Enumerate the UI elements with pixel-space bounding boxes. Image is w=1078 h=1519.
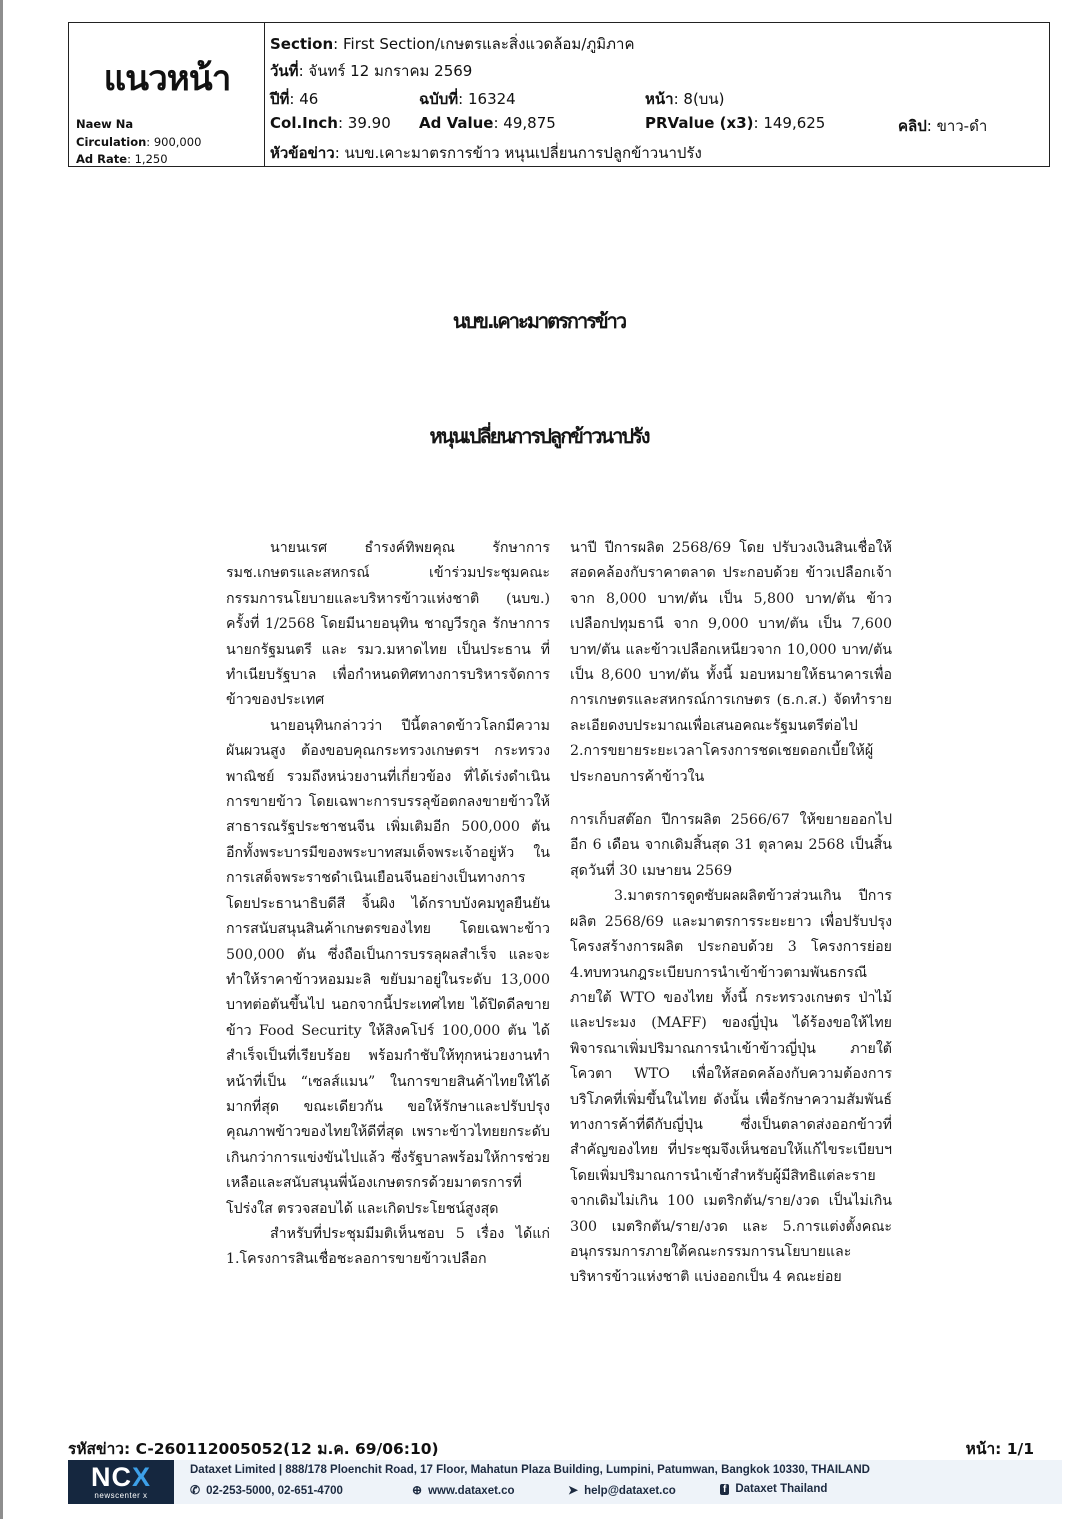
article-paragraph: 3.มาตรการดูดซับผลผลิตข้าวส่วนเกิน ปีการผลิต 2568/69 และมาตรการระยะยาว เพื่อปรับปรุงโครงสร้างการผลิต ประกอบด้วย 3 โครงการย่อย 4.ทบทวนกฎระเบียบการนำเข้าข้าวตามพันธกรณีภายใต้ WTO ของไทย ทั้งนี้ กระทรวงเกษตร ป่าไม้ และประมง (MAFF) ของญี่ปุ่น ได้ร้องขอให้ไทยพิจารณาเพิ่มปริมาณการนำเข้าข้าวญี่ปุ่น ภายใต้โควตา WTO เพื่อให้สอดคล้องกับความต้องการบริโภคที่เพิ่มขึ้นในไทย ดังนั้น เพื่อรักษาความสัมพันธ์ทางการค้าที่ดีกับญี่ปุ่น ซึ่งเป็นตลาดส่งออกข้าวที่สำคัญของไทย ที่ประชุมจึงเห็นชอบให้แก้ไขระเบียบฯ โดยเพิ่มปริมาณการนำเข้าสำหรับผู้มีสิทธิแต่ละราย จากเดิมไม่เกิน 100 เมตริกตัน/ราย/งวด เป็นไม่เกิน 300 เมตริกตัน/ราย/งวด และ 5.การแต่งตั้งคณะอนุกรรมการภายใต้คณะกรรมการนโยบายและบริหารข้าวแห่งชาติ แบ่งออกเป็น 4 คณะย่อย [570, 888, 892, 1286]
ncx-logo-text: NCX [90, 1462, 151, 1492]
phone-text: 02-253-5000, 02-651-4700 [206, 1485, 343, 1497]
clip-label: คลิป [898, 117, 927, 135]
page-left-border [0, 0, 3, 1519]
ncx-logo-subtitle: newscenter x [94, 1491, 148, 1500]
clipping-header [68, 22, 1050, 167]
website-item[interactable] [412, 1483, 515, 1497]
news-id: รหัสข่าว: C-260112005052(12 ม.ค. 69/06:10) [68, 1440, 439, 1458]
page-number: หน้า: 1/1 [965, 1440, 1034, 1458]
page-value: : 8(บน) [673, 90, 725, 108]
publication-panel [69, 23, 265, 166]
colinch-value: : 39.90 [337, 114, 391, 132]
year-label: ปีที่ [270, 90, 290, 108]
circulation-value: : 900,000 [146, 134, 202, 149]
article-paragraph: การเก็บสต๊อก ปีการผลิต 2566/67 ให้ขยายออกไปอีก 6 เดือน จากเดิมสิ้นสุด 31 ตุลาคม 2568 เป็นสิ้นสุดวันที่ 30 เมษายน 2569 [570, 812, 892, 879]
date-label: วันที่ [270, 62, 299, 80]
date-row [270, 59, 472, 83]
facebook-item[interactable] [720, 1483, 827, 1495]
clip-value: : ขาว-ดำ [926, 117, 988, 135]
separator: | [278, 1464, 286, 1476]
issue-cell [419, 87, 516, 111]
column-gap [570, 790, 892, 808]
company-name: Dataxet Limited [190, 1464, 276, 1476]
publication-name: Naew Na [76, 117, 134, 131]
ad-rate-value: : 1,250 [127, 152, 168, 166]
headline-label: หัวข้อข่าว [270, 144, 335, 162]
article-headline-line2: หนุนเปลี่ยนการปลูกข้าวนาปรัง [429, 424, 649, 448]
company-address: 888/178 Ploenchit Road, 17 Floor, Mahatun Plaza Building, Lumpini, Patumwan, Bangkok 10330, THAILAND [285, 1464, 870, 1476]
headline-value: : นบข.เคาะมาตรการข้าว หนุนเปลี่ยนการปลูกข้าวนาปรัง [334, 144, 702, 162]
page-label: หน้า [645, 90, 674, 108]
advalue-cell [419, 114, 556, 132]
send-icon: ➤ [568, 1483, 579, 1497]
ncx-logo [68, 1460, 174, 1504]
page-cell [645, 87, 724, 111]
newspaper-logo: แนวหน้า [103, 59, 231, 99]
colinch-cell [270, 114, 391, 132]
section-label: Section [270, 35, 334, 53]
clipping-info-panel [265, 23, 1049, 166]
article-paragraph: นายอนุทินกล่าวว่า ปีนี้ตลาดข้าวโลกมีความผันผวนสูง ต้องขอบคุณกระทรวงเกษตรฯ กระทรวงพาณิชย์ รวมถึงหน่วยงานที่เกี่ยวข้อง ที่ได้เร่งดำเนินการขายข้าว โดยเฉพาะการบรรลุข้อตกลงขายข้าวให้สาธารณรัฐประชาชนจีน เพิ่มเติมอีก 500,000 ตัน อีกทั้งพระบารมีของพระบาทสมเด็จพระเจ้าอยู่หัว ในการเสด็จพระราชดำเนินเยือนจีนอย่างเป็นทางการ โดยประธานาธิบดีสี จิ้นผิง ได้กราบบังคมทูลยืนยันการสนับสนุนสินค้าเกษตรของไทย โดยเฉพาะข้าว 500,000 ตัน ซึ่งถือเป็นการบรรลุผลสำเร็จ และจะทำให้ราคาข้าวหอมมะลิ ขยับมาอยู่ในระดับ 13,000 บาทต่อตันขึ้นไป นอกจากนี้ประเทศไทย ได้ปิดดีลขายข้าว Food Security ให้สิงคโปร์ 100,000 ตัน ได้สำเร็จเป็นที่เรียบร้อย พร้อมกำชับให้ทุกหน่วยงานทำหน้าที่เป็น “เซลส์แมน” ในการขายสินค้าไทยให้ได้มากที่สุด ขณะเดียวกัน ขอให้รักษาและปรับปรุงคุณภาพข้าวของไทยให้ดีที่สุด เพราะข้าวไทยยกระดับเกินกว่าการแข่งขันไปแล้ว ซึ่งรัฐบาลพร้อมให้การช่วยเหลือและสนับสนุนพี่น้องเกษตรกรด้วยมาตรการที่โปร่งใส ตรวจสอบได้ และเกิดประโยชน์สูงสุด [226, 717, 550, 1217]
website-link[interactable]: www.dataxet.co [428, 1485, 515, 1497]
prvalue-cell [645, 114, 825, 132]
article-headline-line1: นบข.เคาะมาตรการข้าว [452, 309, 626, 333]
publication-meta [76, 116, 201, 169]
section-value: : First Section/เกษตรและสิ่งแวดล้อม/ภูมิภาค [333, 35, 635, 53]
facebook-link[interactable]: Dataxet Thailand [735, 1483, 828, 1495]
issue-label: ฉบับที่ [419, 90, 459, 108]
email-item[interactable] [568, 1483, 676, 1497]
colinch-label: Col.Inch [270, 114, 338, 132]
prvalue-value: : 149,625 [753, 114, 826, 132]
date-value: : จันทร์ 12 มกราคม 2569 [298, 62, 473, 80]
facebook-icon: f [720, 1484, 729, 1495]
company-line [190, 1464, 870, 1476]
advalue-value: : 49,875 [493, 114, 556, 132]
article-paragraph: สำหรับที่ประชุมมีมติเห็นชอบ 5 เรื่อง ได้แก่ 1.โครงการสินเชื่อชะลอการขายข้าวเปลือก [226, 1225, 550, 1268]
email-link[interactable]: help@dataxet.co [584, 1485, 676, 1497]
issue-value: : 16324 [458, 90, 516, 108]
article-column-1 [226, 536, 550, 1273]
prvalue-label: PRValue (x3) [645, 114, 754, 132]
globe-icon: ⊕ [412, 1483, 423, 1497]
footer-bar [68, 1460, 1062, 1504]
clip-cell [898, 114, 987, 138]
article-paragraph: นายนเรศ ธำรงค์ทิพยคุณ รักษาการ รมช.เกษตรและสหกรณ์ เข้าร่วมประชุมคณะกรรมการนโยบายและบริหารข้าวแห่งชาติ (นบข.) ครั้งที่ 1/2568 โดยมีนายอนุทิน ชาญวีรกูล รักษาการนายกรัฐมนตรี และ รมว.มหาดไทย เป็นประธาน ที่ทำเนียบรัฐบาล เพื่อกำหนดทิศทางการบริหารจัดการข้าวของประเทศ [226, 540, 550, 709]
phone-item [190, 1483, 343, 1497]
section-row [270, 32, 635, 56]
article-paragraph: นาปี ปีการผลิต 2568/69 โดย ปรับวงเงินสินเชื่อให้สอดคล้องกับราคาตลาด ประกอบด้วย ข้าวเปลือกเจ้า จาก 8,000 บาท/ตัน เป็น 5,800 บาท/ตัน ข้าวเปลือกปทุมธานี จาก 9,000 บาท/ตัน เป็น 7,600 บาท/ตัน และข้าวเปลือกเหนียวจาก 10,000 บาท/ตัน เป็น 8,600 บาท/ตัน ทั้งนี้ มอบหมายให้ธนาคารเพื่อการเกษตรและสหกรณ์การเกษตร (ธ.ก.ส.) จัดทำรายละเอียดงบประมาณเพื่อเสนอคณะรัฐมนตรีต่อไป 2.การขยายระยะเวลาโครงการชดเชยดอกเบี้ยให้ผู้ประกอบการค้าข้าวใน [570, 540, 892, 785]
headline-row [270, 141, 702, 165]
circulation-label: Circulation [76, 134, 147, 149]
article-column-2 [570, 536, 892, 1291]
ncx-logo-x: X [131, 1462, 151, 1492]
ad-rate-label: Ad Rate [76, 152, 128, 166]
advalue-label: Ad Value [419, 114, 494, 132]
year-cell [270, 87, 318, 111]
year-value: : 46 [289, 90, 319, 108]
phone-icon: ✆ [190, 1483, 201, 1497]
